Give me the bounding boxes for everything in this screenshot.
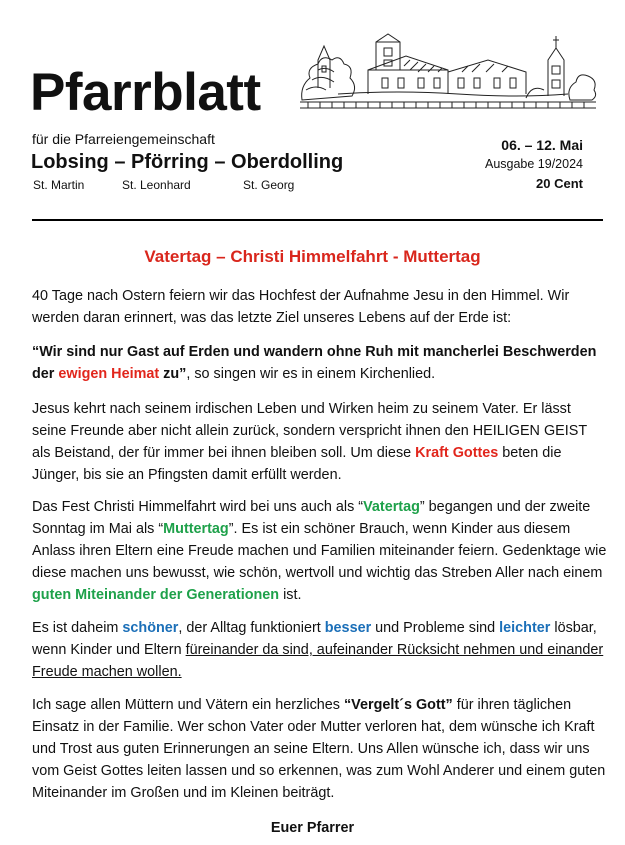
highlight-schoener: schöner (122, 620, 179, 636)
article-headline: Vatertag – Christi Himmelfahrt - Muttertag (144, 247, 481, 266)
highlight-muttertag: Muttertag (163, 521, 229, 537)
paragraph-4-text-1: Das Fest Christi Himmelfahrt wird bei uns auch als “ (32, 499, 364, 515)
paragraph-5-text-1: Es ist daheim (32, 620, 123, 636)
paragraph-2-rest: , so singen wir es in einem Kirchenlied. (186, 366, 436, 382)
saint-martin: St. Martin (33, 178, 85, 192)
paragraph-4-text-2: ” begangen und der zweite Sonntag im Mai als “ (32, 499, 591, 537)
paragraph-5-text-2: , der Alltag funktioniert (178, 620, 325, 636)
highlight-ewige-heimat: ewigen Heimat (58, 366, 160, 382)
signature: Euer Pfarrer (270, 820, 355, 836)
parish-names: Lobsing – Pförring – Oberdolling (31, 151, 344, 173)
paragraph-5 (32, 617, 607, 683)
hymn-quote-end: zu” (159, 366, 187, 382)
paragraph-3-text: Jesus kehrt nach seinem irdischen Leben und Wirken heim zu seinem Vater. Er lässt seine Freunde aber nicht allein zurück, sondern verspricht ihnen den HEILIGEN GEIST als Beistand, der für immer bei ihnen bleiben soll. Um diese (32, 401, 587, 461)
subtitle: für die Pfarreiengemeinschaft (32, 131, 215, 147)
paragraph-6 (32, 694, 607, 804)
paragraph-6-text-1: Ich sage allen Müttern und Vätern ein herzliches (32, 697, 344, 713)
saint-georg: St. Georg (243, 178, 295, 192)
paragraph-3 (32, 398, 607, 486)
highlight-vergelts-gott: “Vergelt´s Gott” (343, 697, 453, 713)
paragraph-4 (32, 496, 607, 606)
highlight-besser: besser (324, 620, 372, 636)
paragraph-4-text-3: ”. Es ist ein schöner Brauch, wenn Kinder aus diesem Anlass ihren Eltern eine Freude machen und Familien miteinander feiern. Gedenktage wie diese machen uns bewusst, wie schön, wertvoll und wichtig das Streben Aller nach einem (32, 521, 607, 581)
church-illustration (298, 30, 598, 112)
paragraph-1: 40 Tage nach Ostern feiern wir das Hochfest der Aufnahme Jesu in den Himmel. Wir werden daran erinnert, was das letzte Ziel unseres Lebens auf der Erde ist: (32, 288, 570, 326)
paragraph-5-text-4: lösbar, wenn Kinder und Eltern (32, 620, 597, 658)
issue-date: 06. – 12. Mai (501, 137, 583, 153)
underlined-fuereinander: füreinander da sind, aufeinander Rücksicht nehmen und einander Freude machen wollen. (32, 642, 604, 680)
price: 20 Cent (536, 176, 583, 191)
paragraph-5-text-3: und Probleme sind (371, 620, 500, 636)
paragraph-2 (32, 341, 607, 385)
issue-number: Ausgabe 19/2024 (484, 157, 583, 171)
paragraph-6-text-2: für ihren täglichen Einsatz in der Familie. Wer schon Vater oder Mutter verloren hat, dem wünsche ich Kraft und Trost aus guten Erinnerungen an seine Eltern. Uns Allen wünsche ich, dass wir uns vom Geist Gottes leiten lassen und so erkennen, was zum Wohl Anderer und einem guten Miteinander im Großen und im Kleinen beiträgt. (32, 697, 606, 801)
paragraph-3-text-end: beten die Jünger, bis sie an Pfingsten damit erfüllt werden. (32, 445, 562, 483)
hymn-quote: “Wir sind nur Gast auf Erden und wandern ohne Ruh mit mancherlei Beschwerden der (32, 344, 597, 382)
highlight-kraft-gottes: Kraft Gottes (415, 445, 499, 461)
saint-leonhard: St. Leonhard (122, 178, 191, 192)
highlight-vatertag: Vatertag (363, 499, 420, 515)
masthead-title: Pfarrblatt (30, 63, 261, 122)
highlight-leichter: leichter (499, 620, 551, 636)
highlight-generationen: guten Miteinander der Generationen (32, 587, 280, 603)
header-divider (32, 219, 603, 221)
paragraph-4-text-4: ist. (279, 587, 302, 603)
